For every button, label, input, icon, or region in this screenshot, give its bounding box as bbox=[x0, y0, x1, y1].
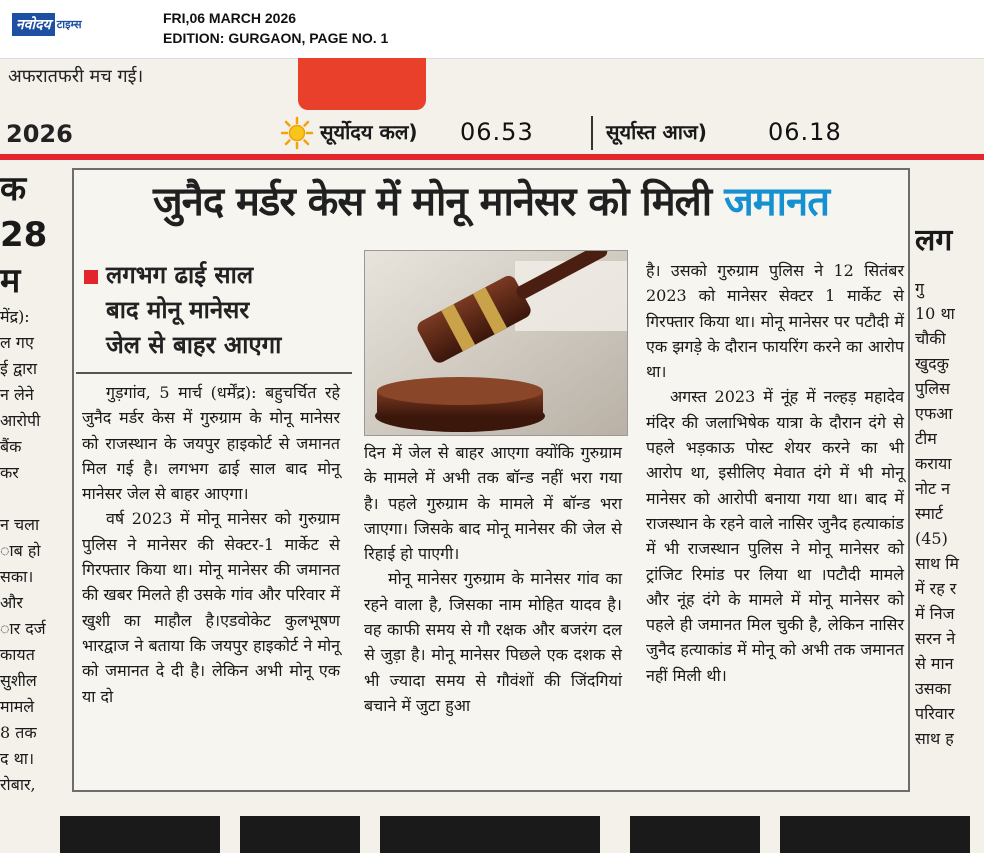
right-col-line: चौकी bbox=[915, 329, 946, 348]
right-col-line: (45) bbox=[915, 529, 948, 548]
left-col-line: बैंक bbox=[0, 437, 22, 456]
right-col-line: पुलिस bbox=[915, 379, 950, 398]
col3-para-1: है। उसको गुरुग्राम पुलिस ने 12 सितंबर 2023 को मानेसर सेक्टर 1 मार्केट से गिरफ्तार किया था। मोनू मानेसर पर पटौदी में एक झगड़े के दौरान फायरिंग करने का आरोप था। bbox=[646, 261, 904, 382]
top-text-fragment: अफरातफरी मच गई। bbox=[8, 66, 144, 87]
right-col-line: नोट न bbox=[915, 479, 951, 498]
left-col-line: कायत bbox=[0, 645, 35, 664]
left-big-2: 28 bbox=[0, 215, 48, 255]
left-col-line: और bbox=[0, 593, 23, 612]
right-col-line: उसका bbox=[915, 679, 952, 698]
headline-glyph-block bbox=[240, 816, 360, 853]
subheadline-line-2: बाद मोनू मानेसर bbox=[106, 296, 250, 324]
left-col-line: 8 तक bbox=[0, 723, 37, 742]
right-col-line: सरन ने bbox=[915, 629, 956, 648]
right-col-line: कराया bbox=[915, 454, 952, 473]
left-col-line: ाब हो bbox=[0, 541, 41, 560]
left-big-3: म bbox=[0, 261, 21, 301]
adjacent-article-right bbox=[915, 166, 984, 853]
issue-date: FRI,06 MARCH 2026 bbox=[163, 10, 297, 26]
next-headline-fragment bbox=[0, 796, 984, 853]
right-col-line: से मान bbox=[915, 654, 954, 673]
col1-para-2: वर्ष 2023 में मोनू मानेसर को गुरुग्राम पुलिस ने मानेसर की सेक्टर-1 मार्केट से गिरफ्तार किया था। मोनू मानेसर की जमानत की खबर मिलते ही उसके गांव और परिवार में खुशी का माहौल है।एडवोकेट कुलभूषण भारद्वाज ने बताया कि जयपुर हाइकोर्ट ने मोनू को जमानत दे दी है। लेकिन अभी मोनू एक या दो bbox=[82, 509, 340, 706]
sun-icon bbox=[280, 116, 314, 150]
adjacent-article-left bbox=[0, 166, 62, 853]
right-big: लग bbox=[915, 223, 953, 258]
gavel-photo bbox=[364, 250, 628, 436]
right-col-line: परिवार bbox=[915, 704, 955, 723]
sunrise-label: सूर्योदय कल) bbox=[320, 120, 418, 144]
sunrise-time: 06.53 bbox=[460, 118, 534, 146]
right-col-line: में रह र bbox=[915, 579, 957, 598]
sunset-label: सूर्यास्त आज) bbox=[606, 120, 707, 144]
left-big-1: क bbox=[0, 169, 27, 209]
right-col-line: स्मार्ट bbox=[915, 504, 944, 523]
gavel-icon bbox=[365, 251, 627, 435]
headline-glyph-block bbox=[780, 816, 970, 853]
left-col-line bbox=[0, 486, 62, 512]
article-column-2 bbox=[364, 440, 622, 718]
right-text-lines bbox=[915, 276, 984, 751]
right-col-line: टीम bbox=[915, 429, 937, 448]
headline-glyph-block bbox=[380, 816, 600, 853]
left-col-line: कर bbox=[0, 463, 19, 482]
edition-info bbox=[163, 8, 388, 48]
red-graphic-block bbox=[298, 58, 426, 110]
article-column-1 bbox=[82, 380, 340, 709]
left-col-line: न चला bbox=[0, 515, 40, 534]
sunset-time: 06.18 bbox=[768, 118, 842, 146]
right-col-line: साथ मि bbox=[915, 554, 959, 573]
edition-page: EDITION: GURGAON, PAGE NO. 1 bbox=[163, 30, 389, 46]
article-headline bbox=[72, 172, 910, 227]
left-col-line: ार दर्ज bbox=[0, 619, 46, 638]
right-col-line: में निज bbox=[915, 604, 955, 623]
right-col-line: 10 था bbox=[915, 304, 955, 323]
right-col-line: खुदकु bbox=[915, 354, 949, 373]
right-col-line: गु bbox=[915, 279, 925, 298]
subheadline-text bbox=[106, 258, 281, 363]
left-text-lines bbox=[0, 304, 62, 798]
headline-glyph-block bbox=[60, 816, 220, 853]
left-col-line: न लेने bbox=[0, 385, 34, 404]
right-col-line: साथ ह bbox=[915, 729, 954, 748]
logo-main: नवोदय bbox=[12, 13, 55, 36]
year-label: 2026 bbox=[6, 120, 73, 148]
left-col-line: द था। bbox=[0, 749, 35, 768]
left-col-line: सुशील bbox=[0, 671, 37, 690]
right-col-line: एफआ bbox=[915, 404, 953, 423]
left-col-line: मेंद्र): bbox=[0, 307, 30, 326]
col2-para-2: मोनू मानेसर गुरुग्राम के मानेसर गांव का रहने वाला है, जिसका नाम मोहित यादव है। वह काफी समय से गौ रक्षक और बजरंग दल से जुड़ा है। मोनू मानेसर पिछले एक दशक से भी ज्यादा समय से गौवंशों की जिंदगियां बचाने में जुटा हुआ bbox=[364, 569, 622, 715]
logo-sub: टाइम्स bbox=[56, 17, 82, 31]
subheadline-rule bbox=[76, 372, 352, 374]
col1-para-1: गुड़गांव, 5 मार्च (धर्मेंद्र): बहुचर्चित रहे जुनैद मर्डर केस में गुरुग्राम के मोनू मानेसर को राजस्थान के जयपुर हाइकोर्ट से जमानत मिल गई है। लगभग ढाई साल बाद मोनू मानेसर जेल से बाहर आएगा। bbox=[82, 383, 340, 504]
headline-main: जुनैद मर्डर केस में मोनू मानेसर को मिली bbox=[152, 179, 712, 225]
col2-para-1: दिन में जेल से बाहर आएगा क्योंकि गुरुग्राम के मामले में अभी तक बॉन्ड नहीं भरा गया है। पहले गुरुग्राम के मामले में बॉन्ड भरा जाएगा। जिसके बाद मोनू मानेसर की जेल से रिहाई हो पाएगी। bbox=[364, 443, 622, 564]
left-col-line: ल गए bbox=[0, 333, 34, 352]
red-bullet bbox=[84, 270, 98, 284]
headline-glyph-block bbox=[630, 816, 760, 853]
col3-para-2: अगस्त 2023 में नूंह में नल्हड़ महादेव मंदिर की जलाभिषेक यात्रा के दौरान दंगे से पहले भड़काऊ पोस्ट शेयर करने का भी आरोप था, इसीलिए मेवात दंगे में भी मोनू मानेसर को आरोपी बनाया गया था। बाद में राजस्थान के रहने वाले नासिर जुनैद हत्याकांड में भी राजस्थान पुलिस ने मोनू मानेसर को ट्रांजिट रिमांड पर लिया था ।पटौदी मामले और नूंह दंगे के मामले में मोनू मानेसर को पहले ही जमानत मिल चुकी है, लेकिन नासिर जुनैद हत्याकांड में मोनू को अभी तक जमानत नहीं मिली थी। bbox=[646, 387, 904, 685]
article-subheadline bbox=[84, 258, 342, 363]
headline-accent: जमानत bbox=[724, 179, 830, 225]
left-col-line: मामले bbox=[0, 697, 35, 716]
left-col-line: सका। bbox=[0, 567, 34, 586]
red-rule bbox=[0, 154, 984, 160]
article-column-3 bbox=[646, 258, 904, 688]
left-col-line: ई द्वारा bbox=[0, 359, 37, 378]
left-col-line: आरोपी bbox=[0, 411, 41, 430]
subheadline-line-3: जेल से बाहर आएगा bbox=[106, 331, 282, 359]
left-col-line: रोबार, bbox=[0, 775, 36, 794]
strip-divider bbox=[591, 116, 593, 150]
subheadline-line-1: लगभग ढाई साल bbox=[106, 261, 254, 289]
newspaper-logo[interactable] bbox=[12, 12, 82, 36]
top-bar bbox=[0, 0, 984, 59]
